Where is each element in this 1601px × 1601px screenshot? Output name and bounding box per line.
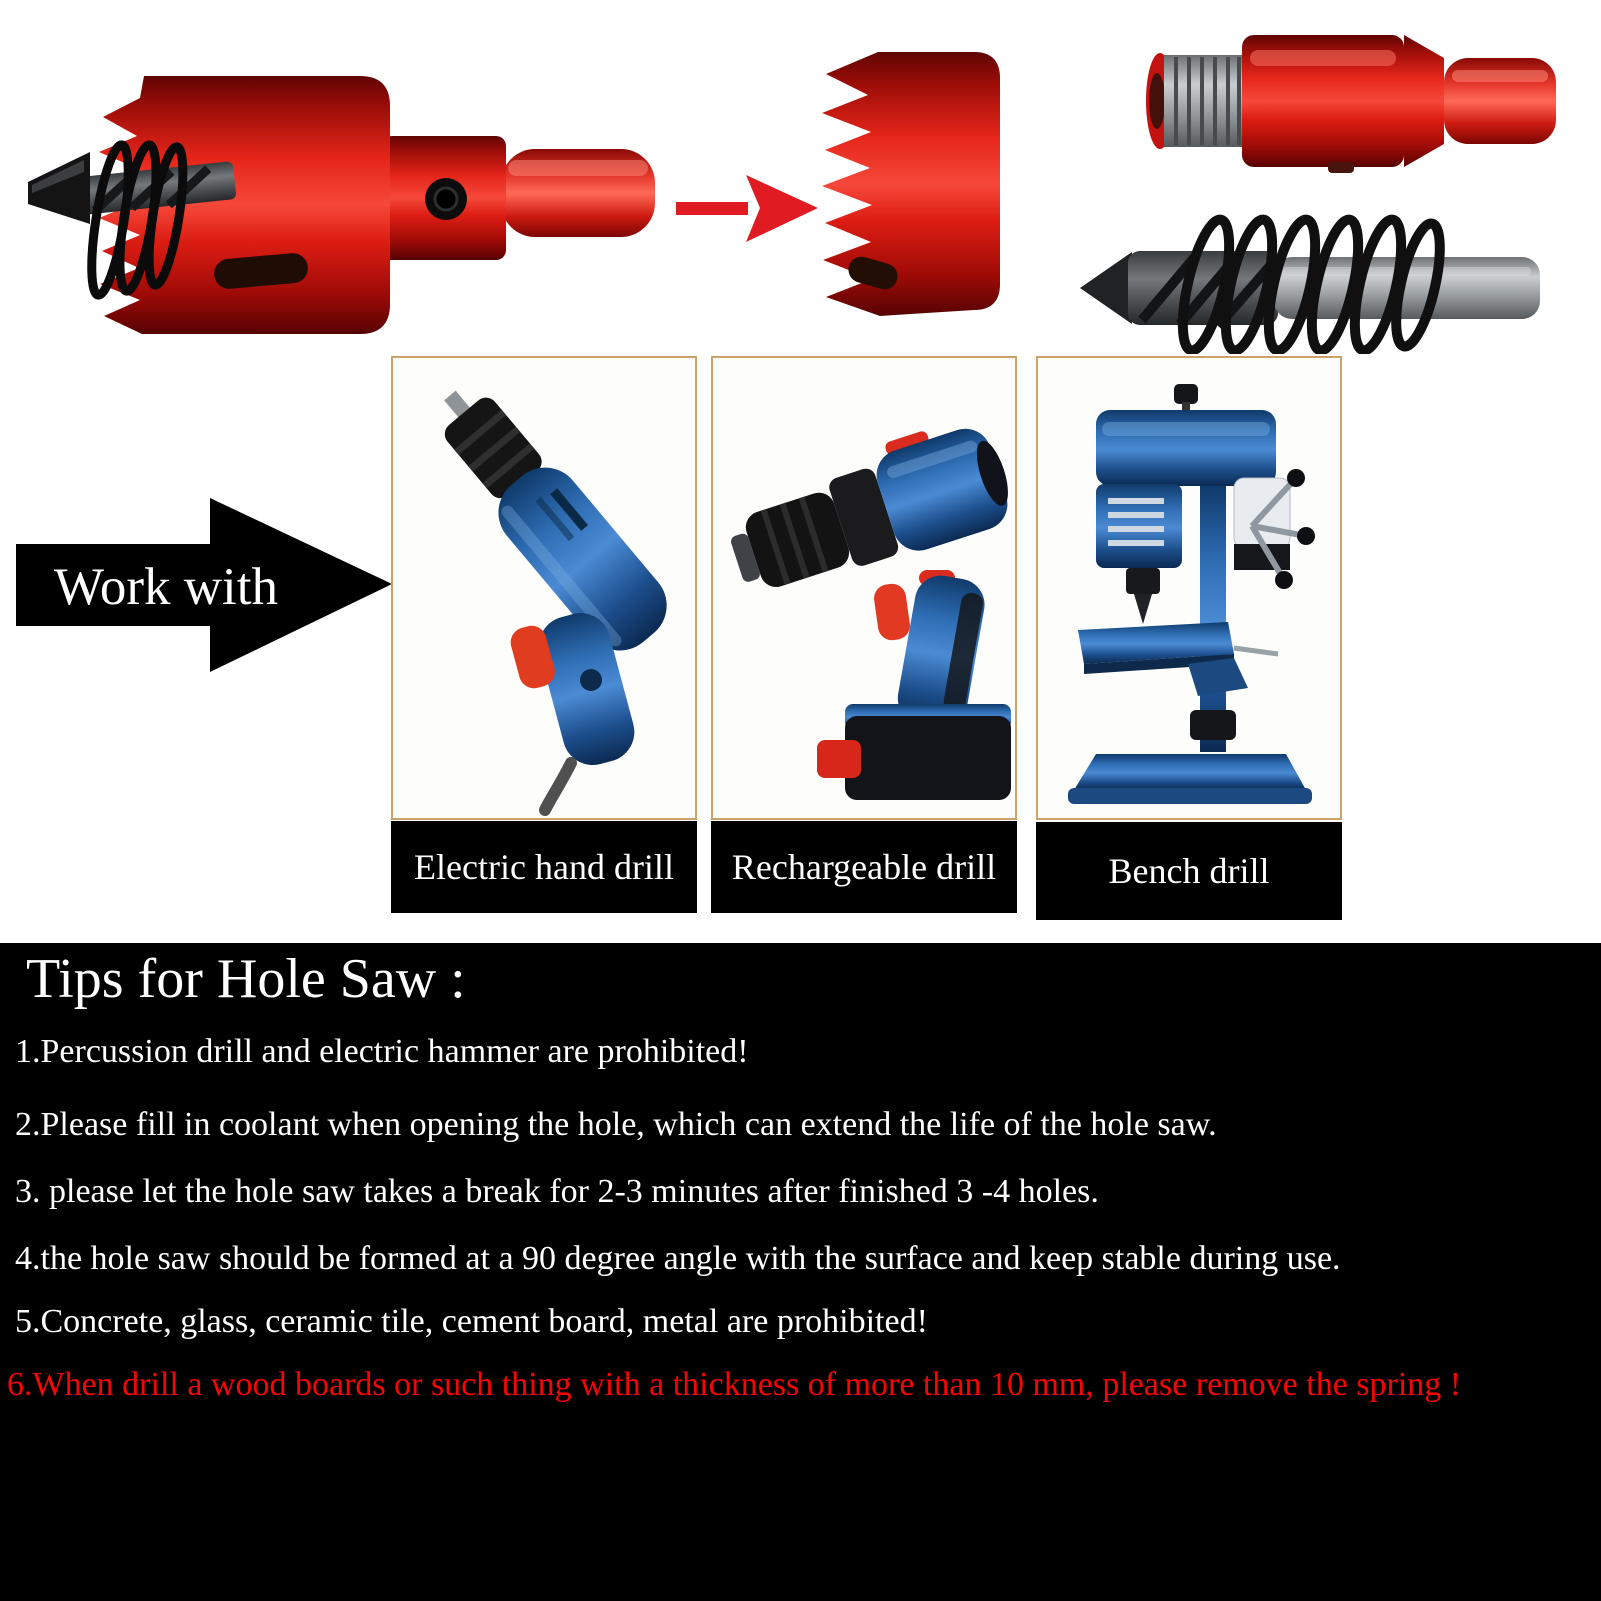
tool-label-electric-hand-drill: Electric hand drill bbox=[391, 821, 697, 913]
battery-latch bbox=[817, 740, 861, 778]
bench-drill-illustration bbox=[1038, 358, 1340, 818]
base bbox=[1074, 754, 1306, 790]
tips-title: Tips for Hole Saw : bbox=[26, 948, 466, 1010]
tip-line-4: 4.the hole saw should be formed at a 90 degree angle with the surface and keep stable during use. bbox=[15, 1240, 1341, 1277]
arbor-adapter-illustration bbox=[1138, 28, 1562, 174]
tool-card-electric-hand-drill bbox=[391, 356, 697, 820]
tip-line-5: 5.Concrete, glass, ceramic tile, cement board, metal are prohibited! bbox=[15, 1303, 928, 1340]
tool-label-bench-drill: Bench drill bbox=[1036, 822, 1342, 920]
drill-trigger bbox=[872, 582, 911, 642]
tip-line-2: 2.Please fill in coolant when opening the hole, which can extend the life of the hole saw. bbox=[15, 1106, 1217, 1143]
tool-card-rechargeable-drill bbox=[711, 356, 1017, 820]
assembled-hole-saw-illustration bbox=[18, 52, 668, 344]
tip-line-1: 1.Percussion drill and electric hammer are prohibited! bbox=[15, 1033, 749, 1070]
electric-hand-drill-illustration bbox=[393, 358, 695, 818]
battery-pack bbox=[845, 716, 1011, 800]
tool-card-bench-drill bbox=[1036, 356, 1342, 820]
power-cord bbox=[545, 763, 571, 810]
rechargeable-drill-illustration bbox=[713, 358, 1015, 818]
work-with-arrow bbox=[8, 492, 400, 680]
hole-saw-cup-illustration bbox=[798, 46, 1010, 322]
tool-label-rechargeable-drill: Rechargeable drill bbox=[711, 821, 1017, 913]
pilot-drill-spring-illustration bbox=[1076, 212, 1560, 354]
drill-tip bbox=[1080, 252, 1132, 324]
press-chuck bbox=[1126, 568, 1160, 594]
tips-panel bbox=[0, 943, 1601, 1601]
press-bit bbox=[1134, 594, 1152, 624]
tip-line-6-warning: 6.When drill a wood boards or such thing with a thickness of more than 10 mm, please remove the spring ! bbox=[7, 1366, 1462, 1403]
top-knob bbox=[1174, 384, 1198, 404]
tip-line-3: 3. please let the hole saw takes a break for 2-3 minutes after finished 3 -4 holes. bbox=[15, 1173, 1099, 1210]
work-with-label: Work with bbox=[54, 558, 278, 616]
motor-head bbox=[1096, 410, 1276, 486]
